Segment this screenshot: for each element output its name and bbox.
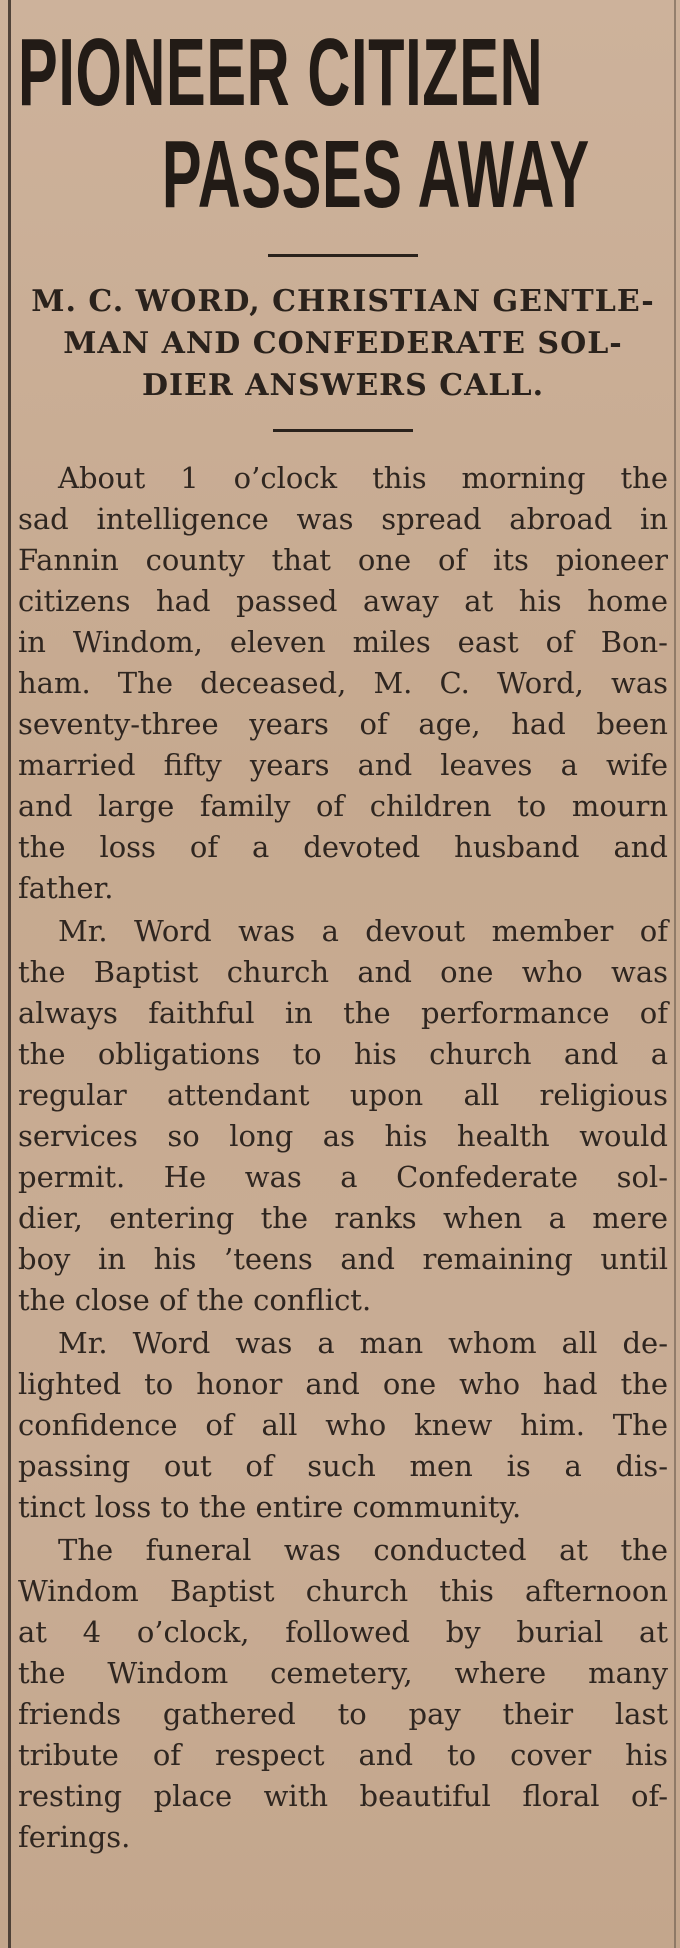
- text-line: in Windom, eleven miles east of Bon-: [18, 625, 668, 659]
- divider-rule: [273, 429, 413, 432]
- text-line: Mr. Word was a man whom all de-: [58, 1326, 668, 1360]
- text-line: friends gathered to pay their last: [18, 1697, 668, 1731]
- column-rule-left: [8, 0, 11, 1948]
- headline: [18, 0, 590, 228]
- text-line: the Windom cemetery, where many: [18, 1656, 668, 1690]
- text-line: the Baptist church and one who was: [18, 955, 668, 989]
- subhead-line: MAN AND CONFEDERATE SOL-: [63, 326, 623, 361]
- text-line: services so long as his health would: [18, 1119, 668, 1153]
- text-line: sad intelligence was spread abroad in: [18, 502, 668, 536]
- subhead-line: DIER ANSWERS CALL.: [141, 368, 545, 403]
- text-line: About 1 o’clock this morning the: [58, 461, 668, 495]
- text-line: the loss of a devoted husband and: [18, 830, 668, 864]
- article: [18, 0, 668, 1858]
- text-line: Fannin county that one of its pioneer: [18, 543, 668, 577]
- text-line: boy in his ’teens and remaining until: [18, 1242, 668, 1276]
- clipping-edge-right: [674, 0, 676, 1948]
- text-line: confidence of all who knew him. The: [18, 1408, 668, 1442]
- text-line: tinct loss to the entire community.: [18, 1490, 522, 1524]
- headline-line-2: PASSES AWAY: [161, 121, 590, 228]
- text-line: regular attendant upon all religious: [18, 1078, 668, 1112]
- text-line: tribute of respect and to cover his: [18, 1738, 668, 1772]
- text-line: married fifty years and leaves a wife: [18, 748, 668, 782]
- text-line: ham. The deceased, M. C. Word, was: [18, 666, 668, 700]
- article-body: [18, 458, 668, 1858]
- text-line: Mr. Word was a devout member of: [58, 914, 668, 948]
- text-line: passing out of such men is a dis-: [18, 1449, 668, 1483]
- paragraph: [18, 1530, 668, 1858]
- text-line: citizens had passed away at his home: [18, 584, 668, 618]
- subhead-line: M. C. WORD, CHRISTIAN GENTLE-: [31, 284, 655, 319]
- headline-line-1: PIONEER CITIZEN: [18, 19, 544, 126]
- paragraph: [18, 911, 668, 1321]
- divider-rule: [268, 254, 418, 257]
- text-line: lighted to honor and one who had the: [18, 1367, 668, 1401]
- paragraph: [18, 1323, 668, 1528]
- text-line: permit. He was a Confederate sol-: [18, 1160, 668, 1194]
- text-line: resting place with beautiful floral of-: [18, 1779, 668, 1813]
- text-line: the obligations to his church and a: [18, 1037, 668, 1071]
- paragraph: [18, 458, 668, 909]
- text-line: dier, entering the ranks when a mere: [18, 1201, 668, 1235]
- text-line: always faithful in the performance of: [18, 996, 668, 1030]
- text-line: The funeral was conducted at the: [58, 1533, 668, 1567]
- headline-block: [18, 0, 668, 248]
- text-line: at 4 o’clock, followed by burial at: [18, 1615, 668, 1649]
- text-line: Windom Baptist church this afternoon: [18, 1574, 668, 1608]
- subheadline: [18, 281, 668, 407]
- text-line: the close of the conflict.: [18, 1283, 372, 1317]
- text-line: ferings.: [18, 1820, 131, 1854]
- text-line: and large family of children to mourn: [18, 789, 668, 823]
- text-line: seventy-three years of age, had been: [18, 707, 668, 741]
- text-line: father.: [18, 871, 114, 905]
